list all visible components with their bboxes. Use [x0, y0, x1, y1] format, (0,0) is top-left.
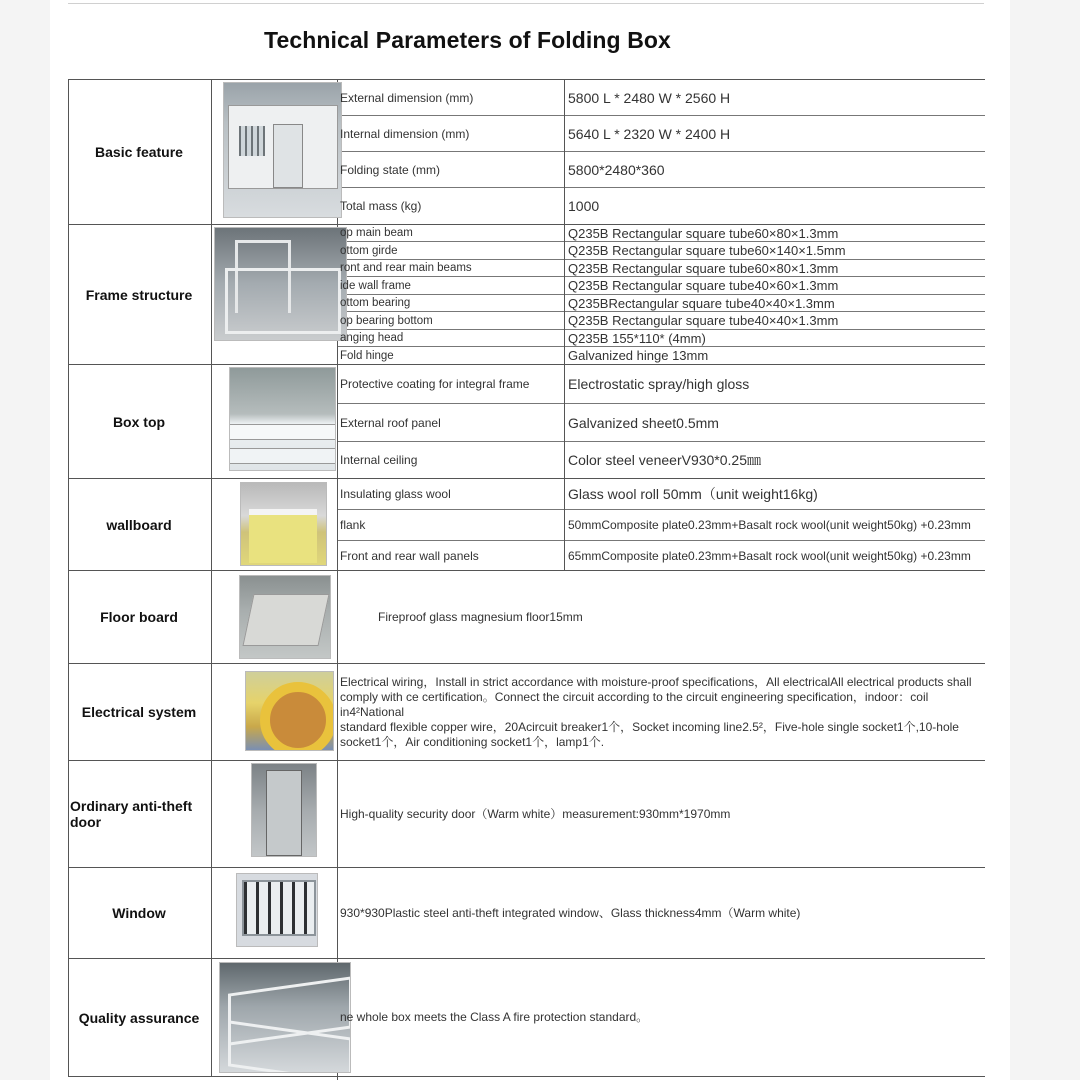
param-value: Electrostatic spray/high gloss — [568, 376, 750, 392]
param-value: Glass wool roll 50mm（unit weight16kg) — [568, 486, 818, 502]
category-wallboard: wallboard — [106, 516, 172, 533]
column-divider — [211, 79, 212, 1077]
param-label: Fold hinge — [340, 349, 394, 362]
category-electrical-system: Electrical system — [81, 704, 197, 720]
quality-description: ne whole box meets the Class A fire protection standard。 — [340, 1010, 649, 1024]
category-anti-theft-door: Ordinary anti-theft door — [70, 798, 193, 830]
description-line: socket1个，Air conditioning socket1个，lamp1个. — [340, 734, 605, 749]
param-label: Folding state (mm) — [340, 162, 441, 177]
param-label: Protective coating for integral frame — [340, 377, 530, 391]
glass-wool-photo-icon — [240, 482, 327, 566]
param-label: anging head — [340, 332, 404, 344]
param-value: 1000 — [568, 198, 600, 214]
description-line: Electrical wiring，Install in strict accordance with moisture-proof specifications，All electricalAll electrical products shall — [340, 674, 972, 689]
param-value: Q235B Rectangular square tube60×140×1.5mm — [568, 243, 846, 258]
param-label: Insulating glass wool — [340, 487, 451, 501]
description-line: comply with ce certification。Connect the circuit according to the circuit engineering specification，indoor：coil in4²National — [340, 689, 929, 719]
param-value: 5640 L * 2320 W * 2400 H — [568, 125, 731, 142]
param-label: Internal dimension (mm) — [340, 126, 470, 141]
param-label: op main beam — [340, 227, 413, 239]
electrical-description — [340, 664, 980, 760]
param-value: 5800*2480*360 — [568, 161, 665, 178]
param-value: Q235BRectangular square tube40×40×1.3mm — [568, 295, 835, 311]
param-label: ide wall frame — [340, 279, 411, 292]
category-frame-structure: Frame structure — [85, 286, 193, 303]
param-label: External dimension (mm) — [340, 90, 474, 105]
param-value: Q235B Rectangular square tube40×60×1.3mm — [568, 278, 839, 293]
floor-board-photo-icon — [239, 575, 331, 659]
floor-description: Fireproof glass magnesium floor15mm — [378, 609, 583, 624]
param-label: Total mass (kg) — [340, 199, 422, 213]
param-label: ottom girde — [340, 244, 398, 257]
param-value: 65mmComposite plate0.23mm+Basalt rock wool(unit weight50kg) +0.23mm — [568, 548, 971, 563]
description-line: standard flexible copper wire，20Acircuit breaker1个，Socket incoming line2.5²，Five-hole single socket1个,10-hole — [340, 719, 959, 734]
category-box-top: Box top — [112, 413, 166, 430]
category-basic-feature: Basic feature — [95, 143, 183, 160]
wire-coil-photo-icon — [245, 671, 334, 751]
column-divider — [564, 79, 565, 570]
param-label: External roof panel — [340, 415, 441, 430]
category-window: Window — [112, 905, 166, 921]
param-label: ottom bearing — [340, 297, 411, 309]
page-title: Technical Parameters of Folding Box — [264, 27, 671, 53]
category-quality-assurance: Quality assurance — [78, 1009, 200, 1026]
param-label: Front and rear wall panels — [340, 548, 479, 563]
window-description: 930*930Plastic steel anti-theft integrated window、Glass thickness4mm（Warm white) — [340, 905, 801, 920]
param-label: Internal ceiling — [340, 453, 418, 467]
window-photo-icon — [236, 873, 318, 947]
param-value: Q235B 155*110* (4mm) — [568, 330, 706, 346]
param-value: Q235B Rectangular square tube60×80×1.3mm — [568, 225, 839, 241]
frame-photo-icon — [214, 227, 347, 341]
param-label: flank — [340, 518, 366, 532]
param-value: Galvanized sheet0.5mm — [568, 414, 719, 431]
table-border — [68, 1076, 985, 1077]
door-description: High-quality security door（Warm white）measurement:930mm*1970mm — [340, 806, 731, 821]
roof-panel-photo-icon — [229, 367, 336, 471]
container-photo-icon — [223, 82, 342, 218]
param-value: Galvanized hinge 13mm — [568, 348, 709, 363]
param-value: Color steel veneerV930*0.25㎜ — [568, 452, 762, 468]
category-floor-board: Floor board — [100, 609, 178, 625]
param-label: op bearing bottom — [340, 314, 433, 327]
param-value: 50mmComposite plate0.23mm+Basalt rock wool(unit weight50kg) +0.23mm — [568, 518, 971, 532]
folded-box-photo-icon — [219, 962, 351, 1073]
param-value: 5800 L * 2480 W * 2560 H — [568, 89, 731, 106]
top-divider — [68, 3, 984, 4]
param-value: Q235B Rectangular square tube60×80×1.3mm — [568, 260, 839, 276]
param-value: Q235B Rectangular square tube40×40×1.3mm — [568, 313, 839, 328]
param-label: ront and rear main beams — [340, 262, 472, 274]
security-door-photo-icon — [251, 763, 317, 857]
